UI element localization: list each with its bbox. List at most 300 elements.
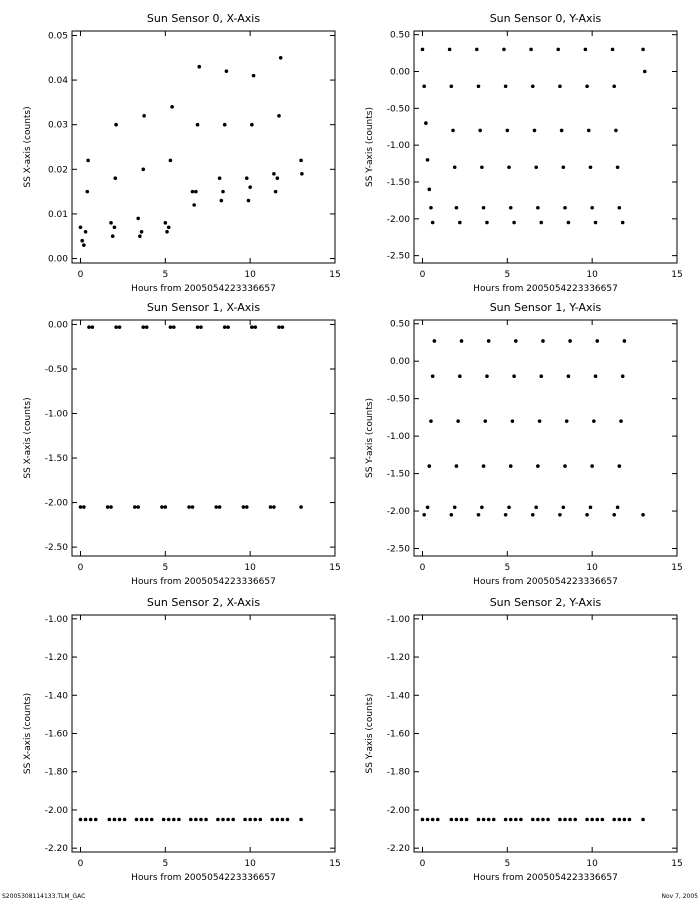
data-point bbox=[196, 325, 200, 329]
data-point bbox=[475, 48, 479, 52]
data-point bbox=[218, 176, 222, 180]
y-tick-label: -2.50 bbox=[386, 544, 410, 555]
data-point bbox=[558, 513, 562, 517]
y-tick-label: 0.00 bbox=[389, 357, 410, 368]
data-point bbox=[612, 84, 616, 88]
data-point bbox=[223, 325, 227, 329]
data-point bbox=[225, 69, 229, 73]
x-tick-label: 10 bbox=[586, 859, 598, 869]
data-point bbox=[141, 168, 145, 172]
x-tick-label: 15 bbox=[671, 859, 683, 869]
data-point bbox=[429, 419, 433, 423]
data-point bbox=[431, 818, 435, 822]
plot-frame bbox=[72, 320, 335, 556]
data-point bbox=[86, 159, 90, 163]
y-tick-label: -1.00 bbox=[386, 614, 410, 625]
data-point bbox=[511, 419, 515, 423]
y-tick-label: 0.50 bbox=[389, 30, 410, 41]
y-tick-label: 0.00 bbox=[389, 67, 410, 78]
y-tick-label: 0.00 bbox=[47, 320, 68, 331]
data-point bbox=[594, 374, 598, 378]
data-points bbox=[421, 48, 647, 225]
data-point bbox=[138, 234, 142, 238]
plot-frame bbox=[414, 615, 677, 852]
data-point bbox=[299, 159, 303, 163]
data-point bbox=[269, 505, 273, 509]
y-axis-label: SS X-axis (counts) bbox=[23, 397, 33, 479]
x-tick-label: 15 bbox=[329, 563, 341, 573]
data-point bbox=[167, 226, 171, 230]
x-tick-label: 15 bbox=[671, 563, 683, 573]
data-point bbox=[194, 190, 198, 194]
data-point bbox=[113, 176, 117, 180]
plot-frame bbox=[414, 320, 677, 556]
data-point bbox=[509, 464, 513, 468]
y-tick-label: 0.04 bbox=[47, 76, 68, 87]
data-point bbox=[585, 84, 589, 88]
data-point bbox=[614, 129, 618, 133]
data-point bbox=[573, 818, 577, 822]
data-point bbox=[534, 506, 538, 510]
x-tick-label: 10 bbox=[586, 270, 598, 280]
y-tick-label: -0.50 bbox=[44, 364, 68, 375]
data-point bbox=[242, 505, 246, 509]
data-point bbox=[567, 374, 571, 378]
data-point bbox=[113, 818, 117, 822]
data-point bbox=[480, 506, 484, 510]
chart-title: Sun Sensor 1, X-Axis bbox=[146, 301, 261, 314]
data-point bbox=[300, 172, 304, 176]
data-point bbox=[429, 206, 433, 210]
data-point bbox=[641, 48, 645, 52]
data-point bbox=[424, 121, 428, 125]
data-point bbox=[585, 818, 589, 822]
data-point bbox=[492, 818, 496, 822]
data-point bbox=[641, 818, 645, 822]
data-point bbox=[616, 506, 620, 510]
data-point bbox=[194, 818, 198, 822]
x-tick-label: 10 bbox=[244, 270, 256, 280]
footer-date: Nov 7, 2005 bbox=[661, 893, 698, 900]
data-point bbox=[590, 464, 594, 468]
data-point bbox=[91, 325, 95, 329]
data-points bbox=[422, 339, 644, 516]
plot-frame bbox=[72, 31, 335, 263]
data-point bbox=[568, 339, 572, 343]
data-point bbox=[483, 419, 487, 423]
y-tick-label: -1.50 bbox=[44, 454, 68, 465]
y-tick-label: -1.00 bbox=[386, 432, 410, 443]
x-tick-label: 0 bbox=[419, 563, 426, 573]
y-tick-label: -1.20 bbox=[386, 653, 410, 664]
data-point bbox=[509, 818, 513, 822]
data-point bbox=[135, 818, 139, 822]
data-point bbox=[250, 123, 254, 127]
x-tick-label: 5 bbox=[504, 563, 511, 573]
data-point bbox=[595, 339, 599, 343]
data-point bbox=[250, 325, 254, 329]
x-axis-label: Hours from 2005054223336657 bbox=[131, 577, 276, 587]
y-tick-label: -1.00 bbox=[386, 141, 410, 152]
data-point bbox=[272, 505, 276, 509]
data-point bbox=[482, 464, 486, 468]
data-point bbox=[623, 818, 627, 822]
y-axis-label: SS X-axis (counts) bbox=[23, 106, 33, 188]
x-tick-label: 0 bbox=[77, 270, 84, 280]
data-point bbox=[531, 84, 535, 88]
y-tick-label: -1.40 bbox=[44, 691, 68, 702]
data-point bbox=[504, 818, 508, 822]
data-point bbox=[252, 74, 256, 78]
data-point bbox=[431, 221, 435, 225]
data-point bbox=[192, 203, 196, 207]
data-point bbox=[623, 339, 627, 343]
data-point bbox=[584, 48, 588, 52]
data-point bbox=[585, 513, 589, 517]
y-tick-label: -1.60 bbox=[386, 729, 410, 740]
y-tick-label: -1.20 bbox=[44, 653, 68, 664]
data-point bbox=[560, 129, 564, 133]
y-tick-label: -1.50 bbox=[386, 177, 410, 188]
data-point bbox=[248, 818, 252, 822]
data-point bbox=[220, 199, 224, 203]
data-point bbox=[118, 325, 122, 329]
data-point bbox=[433, 339, 437, 343]
data-point bbox=[504, 513, 508, 517]
data-point bbox=[79, 226, 83, 230]
data-point bbox=[450, 818, 454, 822]
data-point bbox=[482, 818, 486, 822]
data-point bbox=[453, 506, 457, 510]
data-point bbox=[109, 221, 113, 225]
data-point bbox=[562, 165, 566, 169]
data-point bbox=[611, 48, 615, 52]
data-point bbox=[506, 129, 510, 133]
data-point bbox=[509, 206, 513, 210]
plot-frame bbox=[414, 31, 677, 263]
data-point bbox=[541, 818, 545, 822]
data-point bbox=[453, 165, 457, 169]
x-axis-label: Hours from 2005054223336657 bbox=[131, 284, 276, 294]
data-point bbox=[253, 325, 257, 329]
y-tick-label: -2.20 bbox=[44, 844, 68, 855]
data-point bbox=[145, 325, 149, 329]
data-point bbox=[534, 165, 538, 169]
y-axis-label: SS Y-axis (counts) bbox=[365, 693, 375, 774]
data-point bbox=[427, 188, 431, 192]
data-point bbox=[546, 818, 550, 822]
data-point bbox=[431, 374, 435, 378]
panel-ss1y bbox=[365, 301, 683, 587]
data-point bbox=[113, 226, 117, 230]
data-point bbox=[94, 818, 98, 822]
data-point bbox=[616, 165, 620, 169]
data-point bbox=[541, 339, 545, 343]
data-point bbox=[89, 818, 93, 822]
data-point bbox=[465, 818, 469, 822]
y-tick-label: -1.00 bbox=[44, 614, 68, 625]
data-point bbox=[436, 818, 440, 822]
data-point bbox=[558, 818, 562, 822]
data-point bbox=[145, 818, 149, 822]
data-point bbox=[426, 506, 430, 510]
data-point bbox=[538, 419, 542, 423]
data-point bbox=[563, 818, 567, 822]
x-tick-label: 5 bbox=[162, 270, 169, 280]
data-point bbox=[539, 374, 543, 378]
data-point bbox=[133, 505, 137, 509]
data-point bbox=[477, 818, 481, 822]
data-point bbox=[567, 221, 571, 225]
data-point bbox=[563, 206, 567, 210]
data-point bbox=[621, 374, 625, 378]
data-point bbox=[426, 158, 430, 162]
data-point bbox=[172, 325, 176, 329]
data-point bbox=[592, 419, 596, 423]
data-point bbox=[568, 818, 572, 822]
data-point bbox=[487, 339, 491, 343]
data-point bbox=[191, 505, 195, 509]
x-tick-label: 0 bbox=[419, 859, 426, 869]
data-point bbox=[276, 818, 280, 822]
data-point bbox=[167, 818, 171, 822]
data-points bbox=[79, 325, 303, 508]
data-point bbox=[460, 818, 464, 822]
x-tick-label: 10 bbox=[586, 563, 598, 573]
data-point bbox=[136, 217, 140, 221]
data-point bbox=[299, 505, 303, 509]
data-point bbox=[487, 818, 491, 822]
data-point bbox=[480, 165, 484, 169]
data-point bbox=[612, 513, 616, 517]
data-point bbox=[160, 505, 164, 509]
data-point bbox=[422, 84, 426, 88]
data-point bbox=[643, 70, 647, 74]
y-axis-label: SS Y-axis (counts) bbox=[365, 398, 375, 478]
data-point bbox=[539, 221, 543, 225]
data-point bbox=[426, 818, 430, 822]
data-point bbox=[536, 206, 540, 210]
x-tick-label: 5 bbox=[162, 859, 169, 869]
data-point bbox=[281, 325, 285, 329]
data-point bbox=[590, 206, 594, 210]
data-point bbox=[512, 221, 516, 225]
data-point bbox=[109, 505, 113, 509]
data-point bbox=[601, 818, 605, 822]
data-point bbox=[189, 818, 193, 822]
data-point bbox=[231, 818, 235, 822]
data-point bbox=[277, 114, 281, 118]
data-point bbox=[507, 165, 511, 169]
y-tick-label: -2.50 bbox=[386, 251, 410, 262]
data-point bbox=[504, 84, 508, 88]
data-point bbox=[169, 325, 173, 329]
data-point bbox=[85, 190, 89, 194]
data-point bbox=[204, 818, 208, 822]
y-tick-label: 0.02 bbox=[47, 165, 68, 176]
data-point bbox=[177, 818, 181, 822]
y-tick-label: -1.00 bbox=[44, 409, 68, 420]
data-point bbox=[247, 199, 251, 203]
y-tick-label: -2.00 bbox=[44, 498, 68, 509]
data-point bbox=[458, 221, 462, 225]
data-point bbox=[197, 65, 201, 69]
data-point bbox=[281, 818, 285, 822]
data-point bbox=[422, 513, 426, 517]
y-tick-label: -2.20 bbox=[386, 844, 410, 855]
data-point bbox=[565, 419, 569, 423]
data-point bbox=[170, 105, 174, 109]
data-point bbox=[226, 325, 230, 329]
chart-title: Sun Sensor 2, Y-Axis bbox=[489, 596, 602, 609]
data-point bbox=[460, 339, 464, 343]
data-point bbox=[594, 221, 598, 225]
data-point bbox=[421, 48, 425, 52]
data-point bbox=[536, 818, 540, 822]
y-tick-label: -2.00 bbox=[44, 805, 68, 816]
data-point bbox=[223, 123, 227, 127]
data-point bbox=[245, 505, 249, 509]
data-point bbox=[485, 374, 489, 378]
data-point bbox=[253, 818, 257, 822]
data-point bbox=[140, 818, 144, 822]
x-axis-label: Hours from 2005054223336657 bbox=[131, 873, 276, 883]
data-point bbox=[618, 818, 622, 822]
data-point bbox=[628, 818, 632, 822]
data-point bbox=[587, 129, 591, 133]
data-point bbox=[619, 419, 623, 423]
data-point bbox=[448, 48, 452, 52]
panel-ss2y bbox=[365, 596, 683, 883]
data-point bbox=[136, 505, 140, 509]
x-tick-label: 15 bbox=[329, 270, 341, 280]
data-point bbox=[478, 129, 482, 133]
data-point bbox=[590, 818, 594, 822]
data-point bbox=[199, 325, 203, 329]
x-tick-label: 10 bbox=[244, 859, 256, 869]
y-tick-label: -1.80 bbox=[386, 767, 410, 778]
data-point bbox=[618, 206, 622, 210]
y-axis-label: SS Y-axis (counts) bbox=[365, 107, 375, 187]
data-point bbox=[243, 818, 247, 822]
data-point bbox=[84, 230, 88, 234]
data-point bbox=[111, 234, 115, 238]
data-point bbox=[79, 818, 83, 822]
data-point bbox=[450, 84, 454, 88]
data-point bbox=[245, 176, 249, 180]
data-point bbox=[142, 114, 146, 118]
data-point bbox=[458, 374, 462, 378]
y-tick-label: -2.00 bbox=[386, 214, 410, 225]
panel-ss0x bbox=[23, 12, 341, 294]
data-point bbox=[455, 206, 459, 210]
data-point bbox=[451, 129, 455, 133]
y-tick-label: 0.01 bbox=[47, 209, 68, 220]
data-point bbox=[563, 464, 567, 468]
data-point bbox=[165, 230, 169, 234]
data-point bbox=[536, 464, 540, 468]
data-point bbox=[270, 818, 274, 822]
chart-title: Sun Sensor 0, X-Axis bbox=[146, 12, 261, 25]
y-tick-label: -2.50 bbox=[44, 543, 68, 554]
data-point bbox=[114, 325, 118, 329]
data-point bbox=[482, 206, 486, 210]
data-point bbox=[108, 818, 112, 822]
data-point bbox=[595, 818, 599, 822]
data-point bbox=[187, 505, 191, 509]
data-point bbox=[514, 339, 518, 343]
x-tick-label: 15 bbox=[671, 270, 683, 280]
y-tick-label: 0.00 bbox=[47, 254, 68, 265]
data-point bbox=[533, 129, 537, 133]
data-point bbox=[618, 464, 622, 468]
data-point bbox=[512, 374, 516, 378]
x-tick-label: 5 bbox=[504, 270, 511, 280]
data-point bbox=[221, 818, 225, 822]
x-axis-label: Hours from 2005054223336657 bbox=[473, 284, 618, 294]
data-point bbox=[191, 190, 195, 194]
data-point bbox=[589, 165, 593, 169]
panel-ss1x bbox=[23, 301, 341, 587]
data-point bbox=[507, 506, 511, 510]
data-point bbox=[427, 464, 431, 468]
x-tick-label: 5 bbox=[504, 859, 511, 869]
y-tick-label: -2.00 bbox=[386, 805, 410, 816]
x-tick-label: 15 bbox=[329, 859, 341, 869]
x-axis-label: Hours from 2005054223336657 bbox=[473, 873, 618, 883]
y-tick-label: 0.05 bbox=[47, 31, 68, 42]
data-point bbox=[172, 818, 176, 822]
data-point bbox=[79, 505, 83, 509]
data-point bbox=[114, 123, 118, 127]
chart-title: Sun Sensor 2, X-Axis bbox=[146, 596, 261, 609]
x-tick-label: 10 bbox=[244, 563, 256, 573]
data-point bbox=[299, 818, 303, 822]
x-tick-label: 0 bbox=[77, 859, 84, 869]
x-axis-label: Hours from 2005054223336657 bbox=[473, 577, 618, 587]
data-point bbox=[558, 84, 562, 88]
data-points bbox=[79, 56, 304, 247]
data-point bbox=[80, 239, 84, 243]
data-point bbox=[141, 325, 145, 329]
data-point bbox=[641, 513, 645, 517]
data-point bbox=[514, 818, 518, 822]
y-axis-label: SS X-axis (counts) bbox=[23, 692, 33, 775]
data-point bbox=[162, 818, 166, 822]
data-point bbox=[123, 818, 127, 822]
data-point bbox=[519, 818, 523, 822]
data-point bbox=[214, 505, 218, 509]
data-point bbox=[169, 159, 173, 163]
data-point bbox=[164, 505, 168, 509]
panel-ss0y bbox=[365, 12, 683, 294]
data-points bbox=[421, 818, 645, 822]
y-tick-label: 0.03 bbox=[47, 120, 68, 131]
data-point bbox=[216, 818, 220, 822]
data-point bbox=[82, 505, 86, 509]
data-point bbox=[531, 513, 535, 517]
data-point bbox=[455, 818, 459, 822]
data-point bbox=[529, 48, 533, 52]
data-point bbox=[502, 48, 506, 52]
data-point bbox=[477, 513, 481, 517]
plot-frame bbox=[72, 615, 335, 852]
data-point bbox=[456, 419, 460, 423]
data-point bbox=[140, 230, 144, 234]
data-point bbox=[274, 190, 278, 194]
data-point bbox=[276, 176, 280, 180]
data-point bbox=[164, 221, 168, 225]
